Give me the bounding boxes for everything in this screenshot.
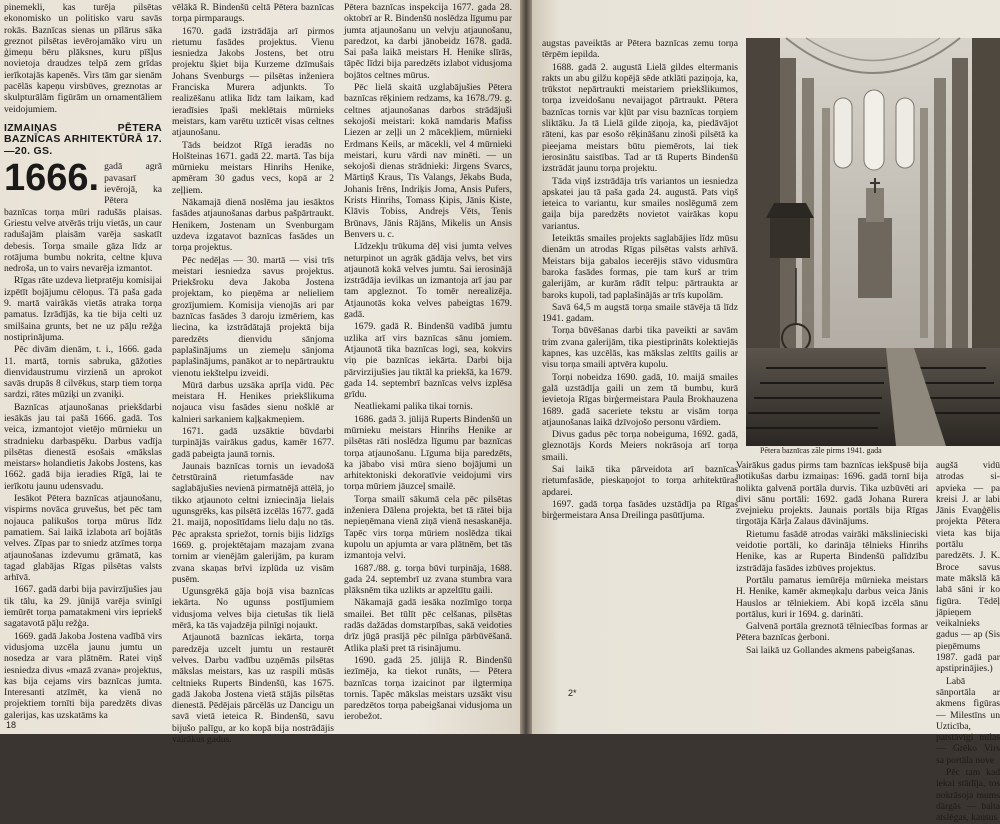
page-footnote-mark: 2* [568,688,577,698]
text-column-3 [344,2,512,724]
paragraph: 1686. gadā 3. jūlijā Ruperts Bindenšū un mūrnieku meistars Hinrihs Henike ar pilsētas rāti noslēdza līgumu par baznīcas torņa atjaunošanu. Līguma bija paredzēts, ka jābabo visi mūra sieno bojājumi un arhitektoniski dekoratīvie veidojumi virs torņa mūriem jāuzceļ smailē. [344,413,512,493]
paragraph: Savā 64,5 m augstā torņa smaile stāvēja tā līdz 1941. gadam. [542,301,738,325]
paragraph: Nākamajā gadā iesāka nozīmīgo torņa smailei. Bet tūlīt pēc celšanas, pilsētas radās dažādas domstarpības, sakā veidoties drīz jūgā prasījā pēc pilnīga pārbūvēšanā. Atlika plaši pret tā risinājumu. [344,597,512,654]
paragraph: Mūrā darbus uzsāka aprīļa vidū. Pēc meistara H. Henikes priekšlikuma nojauca visu fasādes sienu nošklē ar kalnieri sarkaniem kaļķakmeņiem. [172,379,334,425]
paragraph: Neatliekami palika tikai tornis. [354,401,473,413]
paragraph: 1679. gadā R. Bindenšū vadībā jumtu uzlika arī virs baznīcas sānu jomiem. Atjaunotā tika baznīcas logi, sea, kokvirs viņ pie baznīcas iekārta. Darbi bija pārvirzijušies jau tiktāl ka priekšā, ka 1679. gada 14. septembrī baznīcas velvs izplēsa grīdu. [344,321,512,401]
paragraph: Tāda viņš izstrādāja trīs variantos un iesniedza apskatei jau tā paša gada 24. augustā. Pats viņš ieteica to variantu, kur smailes noslēgumā zem gaiļa bija paredzēts novietot vairākas kopu variantus. [542,175,738,232]
paragraph: Pēc lielā skaitā uzglabājušies Pētera baznīcas rēķiniem redzams, ka 1678./79. g. celtnes atjaunošanas darbos strādājuši sekojoši meistari: kokā namdaris Mafiss Liezen ar zeļļi un 2 mācekļiem, mūrnieki Erdmans Keils, ar mācekli, vel 4 mūrnieki meistari, kuru vārdi nav minēti. — un sekojoši dienas strādnieki: Jirgens Svarcs, Mārtiņš Kraus, Tīs Valangs, Jēkabs Buda, Johanis Irēns, Indriķis Joma, Ansis Pufers, Krists Hinrihs, Tomass Ķipis, Jānis Ķiste, Klāvis Tobiss, Andrejs Vēts, Tenis Brūnavs, Jānis Rājāns, Mikelis un Ansis Benvers u. c. [344,82,512,240]
paragraph: 1688. gadā 2. augustā Lielā gildes eltermanis rakts un abu gilžu kopējā sēde atklāti paziņoja, ka, trūkstot nepārtraukti meistariem priekšlikumos, torņa izveidošanu nevaijagot pārtraukt. Pētera baznīcas tornis var kļūt par visu baznīcas torņiem sliktāku. Ja tā Lielā gilde ziņoja, ka, piedāvājot rāteni, kas par esošo rēķināšanu zinoši pilsētā ka pieejama meistars būtu piemērots, lai tiek ierosinātu saistības. Tad ar tā Ruperts Bindenšū izstrādāt jaunu torņa projektu. [542,61,738,175]
paragraph: augstas paveiktās ar Pētera baznīcas zemu torņa tērpēm iepilda. [542,38,738,61]
paragraph: Jaunais baznīcas tornis un ievadošā četrstūrainā rietumfasāde nav saglabājušies nevienā pirmatnējā attēlā, jo tikko atjaunoto celtni izniecināja lielais ugunsgrēks, kas pilsētā izcēlās 1677. gadā 21. maijā, noposītīdams lielu daļu no tās. Pēc apraksta spriežot, tornis bijis lidzīgs 1669. g. projektētajam mazajam zvana tornim ar vienējām galerijām, pa kuram zvana skaņas brīvi izplūda uz visām pusēm. [172,460,334,585]
paragraph: Ugunsgrēkā gāja bojā visa baznīcas iekārta. No ugunss postījumiem vidusjoma velves bija cietušas tik lielā mērā, ka tās vajadzēja pilnīgi nojaukt. [172,586,334,632]
paragraph: Sai laikā tika pārveidota arī baznīcas rietumfasāde, pieskaņojot to torņa arhitektūras apdarei. [542,463,738,498]
paragraph: Sai laikā uz Gollandes akmens pabeigšanas. [746,644,915,656]
text-column-2 [172,2,334,745]
paragraph: Pētera baznīcas inspekcija 1677. gada 28. oktobrī ar R. Bindenšū noslēdza līgumu par jumta atjaunošanu un velvju atjaunošanu, paredzot, ka darbi jānobeidz 1678. gadā. Sai paša laikā meistars H. Henike slīrās, tāpēc līdzi bija paredzēts izlabot vidusjoma bojātos celtnes mūrus. [344,2,512,81]
paragraph: Pēc divām dienām, t. i., 1666. gada 11. martā, tornis sabruka, gāžoties dienvidaustrumu virzienā un aprokot savās drupās 8 cilvēkus, starp tiem torņa sardzi, rātes mūziķi un zvaniķi. [4,344,162,401]
paragraph: Rietumu fasādē atrodas vairāki mākslinieciski veidotie portāli, ko darināja tēlnieks Hinrihs Henike, kas ar Ruperta Bindenšū palīdzību izstrādāja fasādes izbūves projektus. [736,528,928,574]
paragraph: 1667. gadā darbi bija pavirzījušies jau tik tālu, ka 29. jūnijā varēja svinīgi iemūrēt torņa pamatakmeni virs iepriekš sagatavotā pāļu režģa. [4,584,162,630]
paragraph: Ieteiktās smailes projekts saglabājies līdz mūsu dienām un atrodas Rīgas pilsētas valsts arhīvā. Meistars bija gabalos iecerējis stāvo vidusmūra baroka fasādes formas, pie tam kurš ar trim galerijām, ar kurām rādīt telpu: pārtraukta ar baroks kupoli, tad paplašinājās ar trīs kupolām. [542,233,738,301]
paragraph: Vairākus gadus pirms tam baznīcas iekšpusē bija notikušas darbu izmaiņas: 1696. gadā tornī bija nolikta galvenā portāla durvis. Tika uzbūvēti ari divi sānu portāli: 1692. gadā Johana Rurera zvejnieku projekts. Jaunais portāls bija Rīgas tirgotāja Kārļa Zalaus dāvinājums. [736,460,928,528]
paragraph: 1690. gadā 25. jūlijā R. Bindenšū iezīmēja, ka tiekot runāts, — Pētera baznīcas torņa izaicinot par ilgtermiņa tornis. Tapēc mākslas meistars uzsākt visu paredzētos torņa pabeigšanai vidusjoma un ierobežot. [344,654,512,723]
text-column-1 [4,2,162,724]
paragraph: 1687./88. g. torņa būvi turpināja, 1688. gada 24. septembrī uz zvana stumbra vara plāksnēm tika uzlikts ar apzeltītu gaili. [344,562,512,597]
church-interior-photo [746,38,1000,446]
paragraph: Nākamajā dienā noslēma jau iesāktos fasādes atjaunošanas darbus pašpārtraukt. Henikem, Jostenam un Svenburgam uzdeva izgatavot baznīcas fasādes un torņa projektus. [172,197,334,254]
book-gutter [520,0,532,734]
paragraph: 1697. gadā torņa fasādes uzstādīja pa Rīgas birģermeistara Ansa Dreilinga pasūtījuma. [542,498,738,522]
paragraph: Pēc nedēļas — 30. martā — visi trīs meistari iesniedza savus projektus. Priekšroku deva Jakoba Jostena projektam, ko pieņēma ar nelieliem grozījumiem. Komisija vienojās ari par baznīcas fasādes 3 daroju izmēriem, kas liecina, ka izstrādātajā projektā bija paredzēts dienvidu sānjoma paplašinājums un ziemeļu sānjoma paplašinājums, panākot ar to nepārtrauktu vienotu iekštelpu izveidi. [172,254,334,379]
paragraph: Labā sānportāla ar akmens figūras — Milestīns un Uzticība, patstāvīgi mīlas — Grēko Virs sa portāla nove [936,675,1000,766]
opening-text: gadā agrā pavasarī ievērojā, ka Pētera baznīcas torņa mūri radušās plaisas. Griestu velve atvērās triju vietās, un caur radušajām plaisām varēja saskatīt debesis. Torņa smaile gāza līdz ar rotājuma bumbu nokrita, celtne kļuva nedroša, un to vairs nevarēja izmantot. [4,161,162,275]
text-column-6 [936,460,1000,824]
paragraph: Torņi nobeidza 1690. gadā, 10. maijā smailes galā uzstādīja gaili un zem tā bumbu, kurā ievietoja Rīgas birģermeistara Paula Brokhauzena 1689. gadā saceriete tekstu ar visām torņa atjaunošanas laikā dzīvojošo personu vārdiem. [542,371,738,428]
page-number: 18 [6,720,17,730]
paragraph: 1669. gadā Jakoba Jostena vadībā virs vidusjoma uzcēla jaunu jumtu un nosedza ar vara plātnēm. Ratei viņš iesniedza divus «mazā zvana» projektus, kas bija cejams virs baznīcas jumta. Interesanti atzīmēt, ka vienā no projektiem tornīti bija paredzēts divas galerijas, kas uzskatāms ka [4,630,162,721]
opening-paragraph [4,157,162,275]
paragraph: Torņa smailī sākumā cela pēc pilsētas inženiera Dālena projekta, bet tā rātei bija nepieņēmana vienā ziņā vienā nesaskanēja. Tapēc virs torņa mūriem noslēdza tikai kupolu un apjumta ar vara plātnēm, bet tās izmantoja velvi. [344,493,512,562]
year-initial: 1666. [4,157,100,200]
paragraph: Atjaunotā baznīcas iekārta, torņa paredzēja uzcelt jumtu un restaurēt velves. Darbu vadību uzņēmās pilsētas mākslas meistars, kas uz raspili mūsās celtnieks Ruperts Bindenšū, kas 1675. gadā Jakoba Jostena vietā stājās pilsētas dienestā. Pēdējais pārcēlās uz Dancigu un savā vietā ieteica R. Bindenšū, savu bijušo palīgu, ar ko kopā bija nostrādājis vairākus gadus. [172,632,334,745]
text-column-4 [542,38,738,522]
paragraph: Torņa būvēšanas darbi tika paveikti ar savām trim zvana galerijām, tika piestiprināts kolektiejās kapnes, kas uzcēlās, kas mākslas zeltīts gailis ar visu torņa smaili aptvēra kupolu. [542,325,738,371]
photo-caption: Pētera baznīcas zāle pirms 1941. gada [760,446,882,455]
paragraph: vēlākā R. Bindenšū celtā Pētera baznīcas torņa pirmparaugs. [172,2,334,25]
paragraph: Portālu pamatus iemūrēja mūrnieka meistars H. Henike, kamēr akmeņkaļu darbus veica Jānis Hauslos ar tēlniekiem. Abi kopā izcēla sānu portālus, kuri ir 1694. g. darināti. [736,574,928,620]
paragraph: Galvenā portāla greznotā tēlniecības formas ar Pētera baznīcas ģerboni. [736,621,928,644]
paragraph: Rīgas rāte uzdeva lietpratēju komisijai izpētīt bojājumu cēloņus. Tā paša gada 9. martā vairākās vietās atraka torņa pamatus. Izrādījās, ka tie bija celti uz smilšaina grunts, bet ne uz pāļu režģa nostiprinājuma. [4,275,162,343]
paragraph: augšā vidū atrodas si- apvieka — pa kreisi J. ar labi Jānis Evaņģēlis projekta Pētera vieta kas bija portālu paredzēts. J. K. Broce savus mate mākslā kā labā sāni ir ko figūra. Tēdēļ jāpieņem veikalnieks gadus — ap (Sis pieņēmums 1987. gadā par apstiprinājies.) [936,460,1000,675]
paragraph: 1671. gadā uzsāktie būvdarbi turpinājās vairākus gadus, kamēr 1677. gadā pabeigta jaunā tornis. [172,425,334,460]
paragraph: Tāds beidzot Rīgā ieradās no Holšteinas 1671. gadā 22. martā. Tas bija mūrnieku meistars Hinrihs Henike, apmēram 30 gadus vecs, kopā ar 2 zeļļiem. [172,139,334,196]
paragraph: 1670. gadā izstrādāja arī pirmos rietumu fasādes projektus. Vienu iesniedza Jakobs Jostens, bet otru projektu šķiet bija Kurzeme dzīmušais Johans Svenburgs — pilsētas inženiera Franciska Murera adjunkts. To realizēšanu atlika līdz tam laikam, kad ieradīsies īpaši meklētais mūrnieks meistars, kam varētu uzticēt visas celtnes atjaunošanu. [172,25,334,139]
paragraph: Baznīcas atjaunošanas priekšdarbi iesākās jau tai pašā 1666. gadā. Tos veica, izmantojot vietējo mūrnieku un stradnieku darbaspēku. Darbus vadīja pilsētas dienestā esošais «mākslas meistars» holandietis Jakobs Jostens, kas 1662. gadā bija ieradies Rīgā, lai te ierīkotu jaunu udensvadu. [4,401,162,492]
section-heading: IZMAIŅAS PĒTERA BAZNĪCAS ARHITEKTŪRĀ 17.—20. GS. [4,121,162,157]
text-column-5 [736,460,928,710]
paragraph: Līdzekļu trūkuma dēļ visi jumta velves neturpinot un agrāk gādāja velvs, bet virs atjaunotā kokā velves jumtu. Sai ierosinājā izstrādāja ievilkas un izmantoja arī jau par tam apgleznot. To tomēr nerealizēja. Atjaunotās koka velves pabeigtas 1679. gadā. [344,241,512,321]
intro-paragraph: pinemekli, kas turēja pilsētas ekonomisko un politisko varu savās rokās. Baznīcas sienas un pīlārus sāka greznot pilsētas ievērojamāko viru un ģimeņu bēru plāksnes, kuru pīšļus novietoja draudzes telpā zem grīdas ierīkotajās kapenēs. Virs tām gar sienām pacēlās kapeņu virsbūves, greznotas ar skulpturālām figūrām un ornamentāliem veidojumiem. [4,2,162,115]
church-nave-illustration [746,38,1000,446]
paragraph: Pēc tam kad iekai stādīja, tos nokrāsoja mums dārgās — balta atslēgas, kausus [936,767,1000,824]
paragraph: Iesākot Pētera baznīcas atjaunošanu, vispirms novāca gruvešus, bet pēc tam nojauca palikušos torņa mūrus līdz pamatiem. Sai laikā izlabota arī bojātās velves. Zīpas par to sniedz atzīmes torņa atjaunošanas izdevumu grāmatā, kas tagad glabājas Rīgas pilsētas valsts arhīvā. [4,493,162,584]
paragraph: Divus gadus pēc torņa nobeiguma, 1692. gadā, gleznotājs Kords Meiers nokrāsoja arī torņa smaili. [542,429,738,463]
left-page [0,0,520,745]
